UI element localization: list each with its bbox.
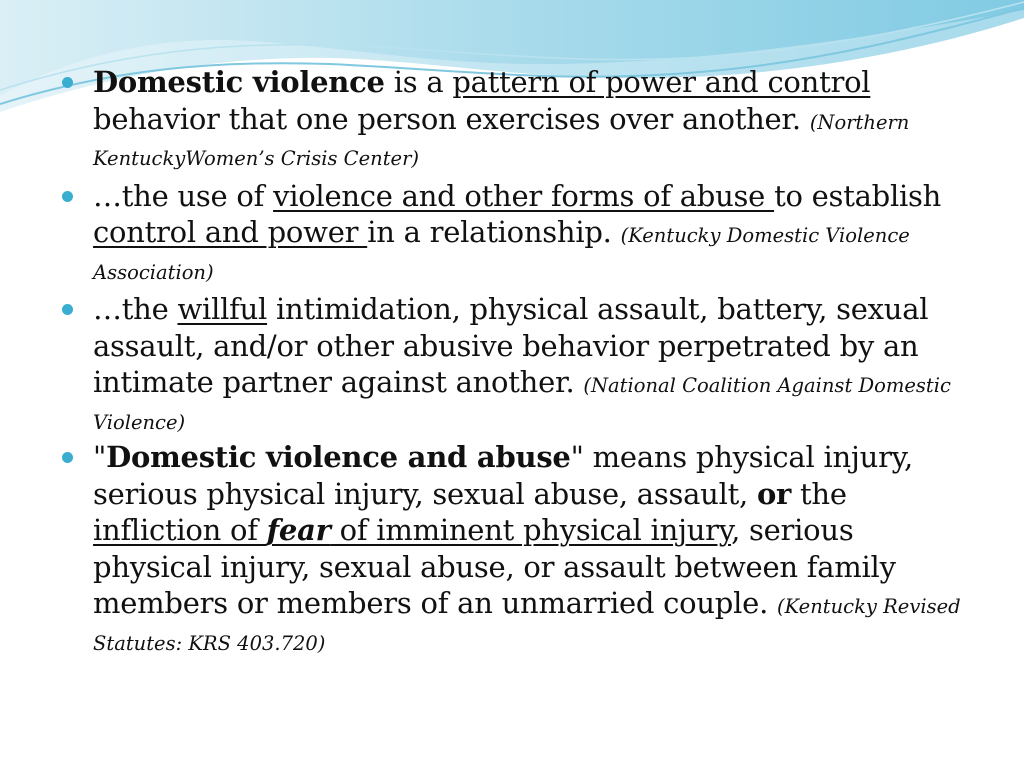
text: is a (384, 65, 453, 99)
text: the (791, 476, 847, 511)
bullet-icon (62, 77, 73, 88)
definition-item-4 (62, 439, 972, 658)
bullet-icon (62, 452, 73, 463)
term: Domestic violence (93, 65, 385, 99)
underlined-text: pattern of power and control (452, 65, 871, 99)
text: . (759, 586, 777, 620)
open-quote: " (93, 440, 107, 474)
emphasis-or: or (756, 476, 792, 511)
underlined-text: violence and other forms of abuse (273, 178, 775, 213)
citation: (Kentucky Domestic Violence Association) (93, 224, 910, 284)
text: behavior that one person exercises over another. (93, 101, 810, 136)
bullet-list (62, 64, 972, 658)
text: in a relationship. (367, 215, 621, 249)
definition-item-3 (62, 291, 972, 437)
underlined-text (93, 513, 731, 547)
bullet-icon (62, 304, 73, 315)
definition-item-1 (62, 64, 972, 174)
emphasis-fear: fear (266, 513, 331, 547)
underlined-text: willful (177, 292, 268, 326)
text: , serious physical injury, sexual abuse, or assault between family members or members of an unmarried couple (93, 513, 896, 620)
citation: (Kentucky Revised Statutes: KRS 403.720) (93, 595, 961, 655)
underlined-part: of imminent physical injury (330, 513, 732, 547)
citation: (Northern KentuckyWomen’s Crisis Center) (93, 110, 910, 170)
text: " means physical injury, serious physical injury, sexual abuse, assault, (93, 440, 913, 511)
underlined-part: infliction of (93, 513, 267, 547)
citation: (National Coalition Against Domestic Violence) (93, 374, 951, 434)
text: …the (93, 292, 178, 326)
term: Domestic violence and abuse (106, 440, 571, 474)
bullet-icon (62, 191, 73, 202)
text: …the use of (93, 178, 274, 213)
definition-item-2 (62, 178, 972, 288)
text: to establish (774, 178, 942, 213)
text: intimidation, physical assault, battery, sexual assault, and/or other abusive behavior perpetrated by an intimate partner against another. (93, 292, 929, 399)
underlined-text: control and power (93, 215, 368, 249)
